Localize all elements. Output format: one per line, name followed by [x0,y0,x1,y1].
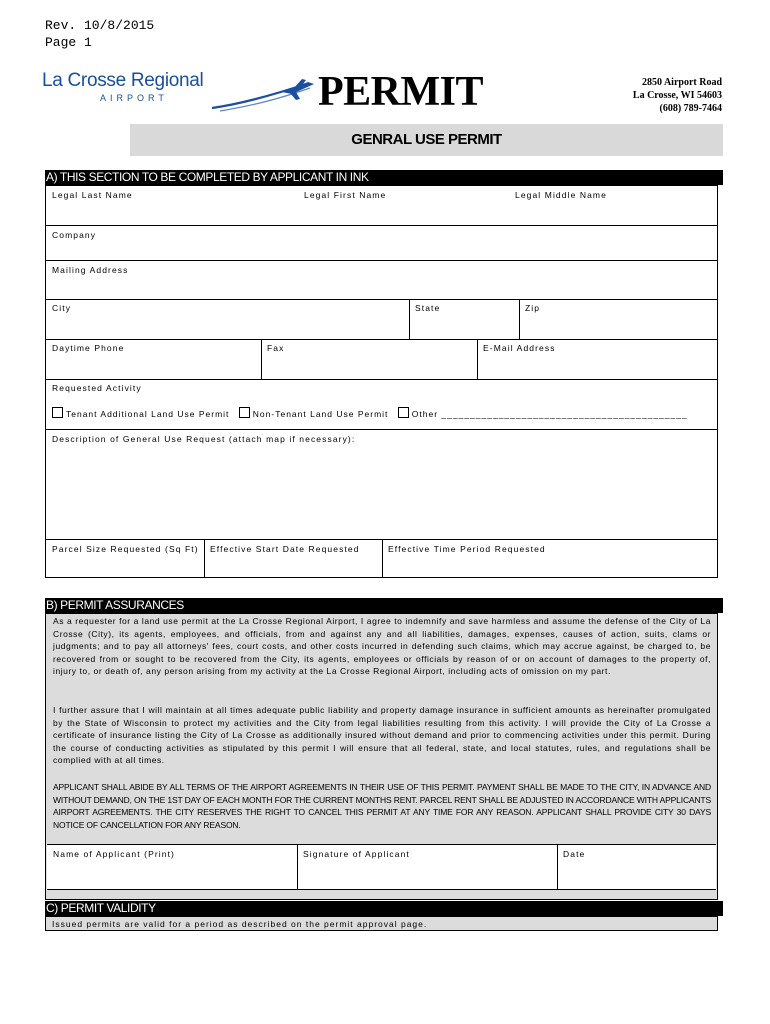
non-tenant-checkbox[interactable] [239,407,250,418]
divider [519,299,520,339]
tenant-checkbox[interactable] [52,407,63,418]
tenant-option-label: Tenant Additional Land Use Permit [66,409,230,419]
section-a-heading: A) THIS SECTION TO BE COMPLETED BY APPLICANT IN INK [45,170,723,185]
divider [477,339,478,379]
form-title: GENRAL USE PERMIT [130,124,723,156]
logo-name: La Crosse Regional [42,70,204,91]
airport-logo [42,70,282,110]
legal-first-name-label: Legal First Name [304,190,387,200]
divider [297,845,298,889]
state-label: State [415,303,441,313]
permit-assurances-box [45,613,718,900]
address-line-phone: (608) 789-7464 [659,103,722,114]
divider [409,299,410,339]
fax-label: Fax [267,343,285,353]
applicant-info-table [45,185,718,578]
page-number: Page 1 [45,35,92,50]
divider [46,339,717,340]
divider [46,260,717,261]
revision-info [45,17,154,51]
divider [382,539,383,578]
divider [46,429,717,430]
mailing-address-label: Mailing Address [52,265,129,275]
divider [204,539,205,578]
section-c-heading: C) PERMIT VALIDITY [45,901,723,916]
zip-label: Zip [525,303,541,313]
date-label: Date [563,849,586,859]
daytime-phone-label: Daytime Phone [52,343,125,353]
permit-title: PERMIT [318,69,483,115]
address-line-city: La Crosse, WI 54603 [632,90,722,101]
revision-date: Rev. 10/8/2015 [45,18,155,33]
effective-period-label: Effective Time Period Requested [388,544,546,554]
legal-last-name-label: Legal Last Name [52,190,133,200]
signature-label: Signature of Applicant [303,849,410,859]
assurance-paragraph-insurance: I further assure that I will maintain at all times adequate public liability and property damage insurance in sufficient amounts as hereinafter promulgated by the State of Wisconsin to protect my activities and the City from legal liabilities resulting from this activity. I will provide the City of La Crosse a certificate of insurance listing the City of La Crosse as additionally insured without demand and prior to commencing activities under this permit. During the course of conducting activities as stipulated by this permit I will ensure that all federal, state, and local statutes, rules, and regulations shall be complied with at all times. [53,705,711,766]
section-b-heading: B) PERMIT ASSURANCES [45,598,723,613]
parcel-size-label: Parcel Size Requested (Sq Ft) [52,544,199,554]
divider [261,339,262,379]
requested-activity-label: Requested Activity [52,383,142,393]
airplane-swoosh-icon [210,78,320,112]
permit-validity-text: Issued permits are valid for a period as described on the permit approval page. [52,919,428,929]
effective-start-label: Effective Start Date Requested [210,544,360,554]
description-label: Description of General Use Request (attach map if necessary): [52,434,356,444]
other-option-label: Other ___________________________________________ [411,409,688,419]
logo-subtitle: AIRPORT [100,93,168,103]
company-label: Company [52,230,97,240]
address-line-street: 2850 Airport Road [642,77,722,88]
requested-activity-row [46,379,717,429]
permit-validity-box [45,916,718,931]
airport-address [633,76,722,115]
divider [46,225,717,226]
other-checkbox[interactable] [398,407,409,418]
assurance-paragraph-terms: APPLICANT SHALL ABIDE BY ALL TERMS OF THE AIRPORT AGREEMENTS IN THEIR USE OF THIS PERMIT. PAYMENT SHALL BE MADE TO THE CITY, IN ADVANCE AND WITHOUT DEMAND, ON THE 1ST DAY OF EACH MONTH FOR THE CURRENT MONTHS RENT. PARCEL RENT SHALL BE ADJUSTED IN ACCORDANCE WITH APPLICANTS AIRPORT AGREEMENTS. THE CITY RESERVES THE RIGHT TO CANCEL THIS PERMIT AT ANY TIME FOR ANY REASON. APPLICANT SHALL PROVIDE CITY 30 DAYS NOTICE OF CANCELLATION FOR ANY REASON. [53,782,711,830]
divider [557,845,558,889]
divider [46,299,717,300]
city-label: City [52,303,72,313]
name-of-applicant-label: Name of Applicant (Print) [53,849,175,859]
email-label: E-Mail Address [483,343,556,353]
activity-options [52,407,694,419]
signature-row [47,844,716,890]
legal-middle-name-label: Legal Middle Name [515,190,607,200]
non-tenant-option-label: Non-Tenant Land Use Permit [252,409,389,419]
assurance-paragraph-indemnify: As a requester for a land use permit at the La Crosse Regional Airport, I agree to indemnify and save harmless and assume the defense of the City of La Crosse (City), its agents, employees, and officials, from and against any and all liabilities, damages, expenses, causes of action, suits, clams or judgments; and to pay all attorneys' fees, court costs, and other costs incurred in defending such claims, which may accrue against, be charged to, be recovered from or sought to be recovered from the City, its agents, employees or officials by reason of or on account of damages to the property of, injury to, or death of, any person arising from my activity at the La Crosse Regional Airport, including acts of omission on my part. [53,616,711,677]
